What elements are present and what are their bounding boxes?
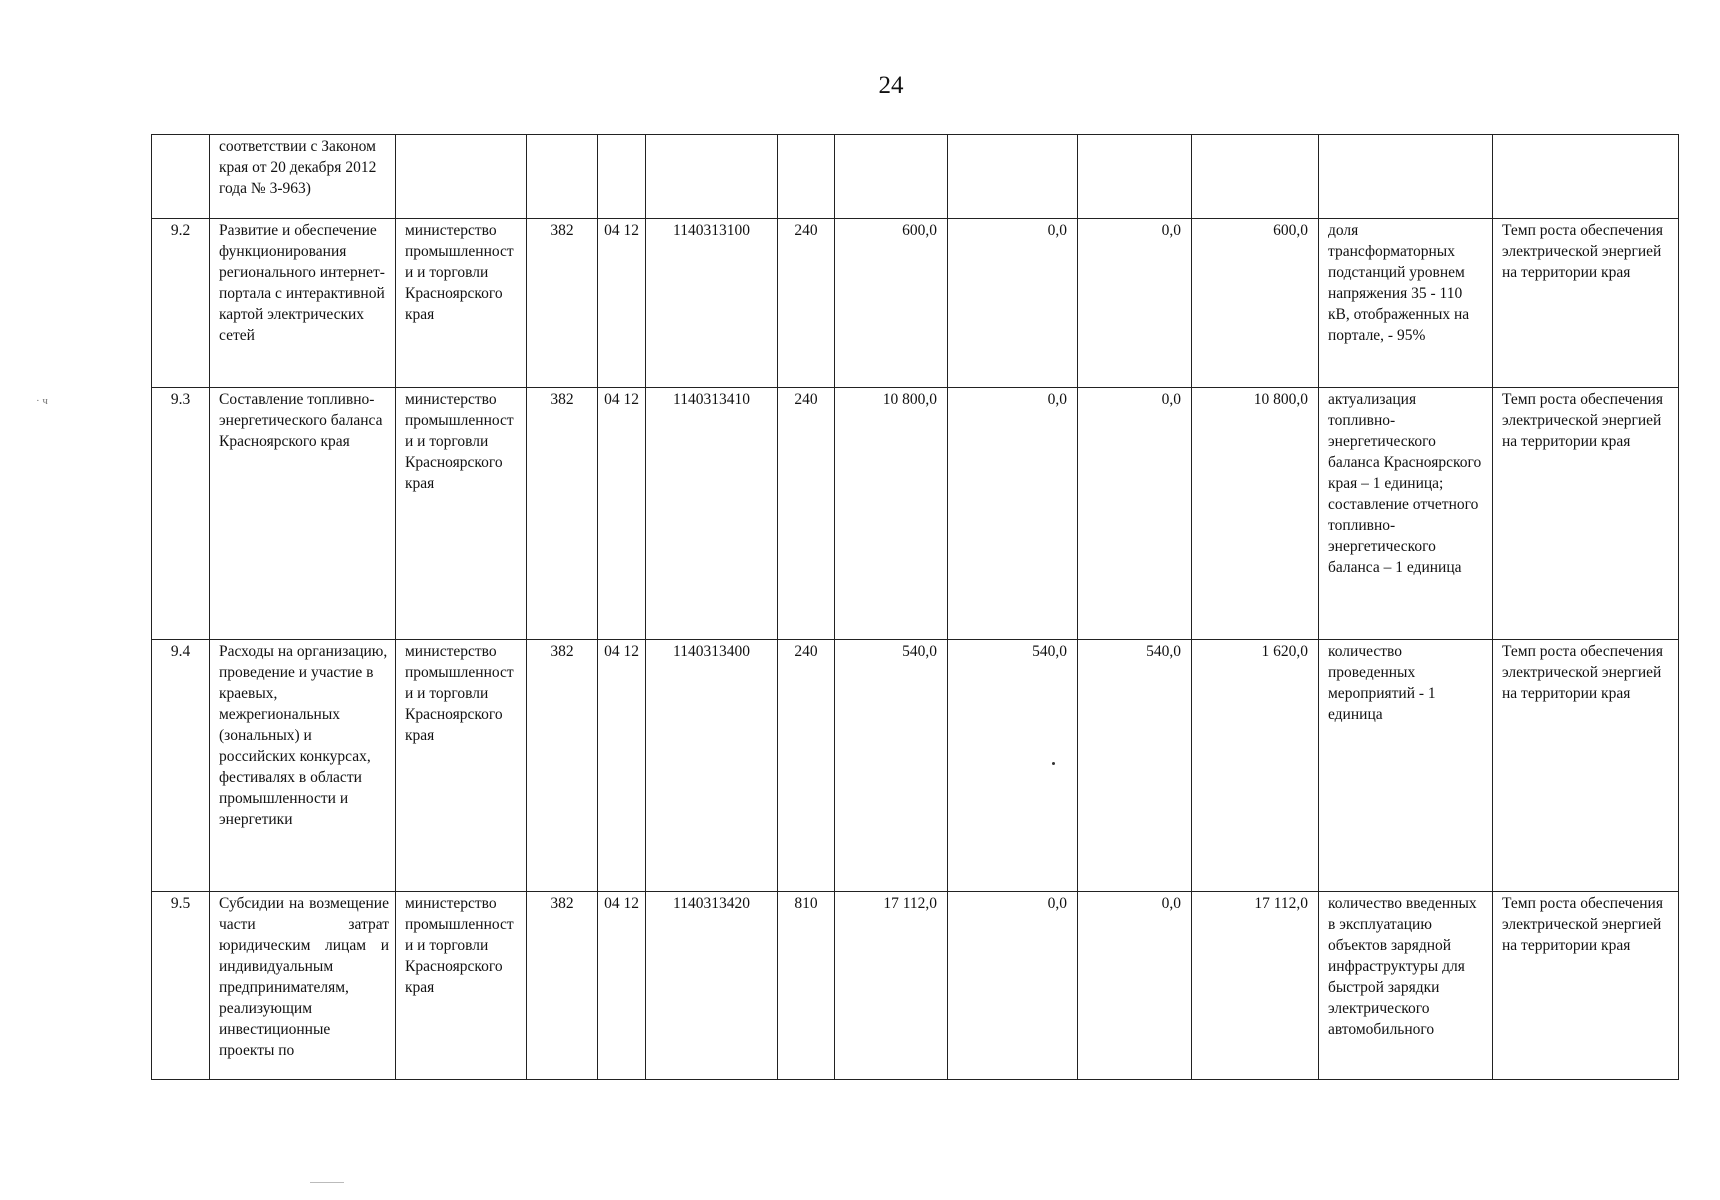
cell-num: 9.4 — [152, 640, 210, 892]
cell-grbs: 382 — [527, 388, 598, 640]
cell-rzpr — [598, 135, 646, 219]
cell-grbs: 382 — [527, 640, 598, 892]
cell-rzpr: 04 12 — [598, 640, 646, 892]
cell-year-1: 600,0 — [835, 219, 948, 388]
cell-year-2: 540,0 — [948, 640, 1078, 892]
cell-indicator — [1493, 135, 1679, 219]
cell-num: 9.3 — [152, 388, 210, 640]
table-row — [152, 219, 1679, 388]
cell-num: 9.2 — [152, 219, 210, 388]
cell-grbs: 382 — [527, 892, 598, 1080]
cell-year-2: 0,0 — [948, 892, 1078, 1080]
cell-year-3 — [1078, 135, 1192, 219]
cell-csr: 1140313410 — [646, 388, 778, 640]
table-row — [152, 388, 1679, 640]
cell-indicator: Темп роста обеспечения электрической энергией на территории края — [1493, 640, 1679, 892]
cell-vr: 240 — [778, 219, 835, 388]
cell-rzpr: 04 12 — [598, 388, 646, 640]
cell-name: Развитие и обеспечение функционирования регионального интернет-портала с интерактивной картой электрических сетей — [210, 219, 396, 388]
cell-year-1: 10 800,0 — [835, 388, 948, 640]
cell-vr: 240 — [778, 388, 835, 640]
cell-num: 9.5 — [152, 892, 210, 1080]
cell-year-3: 0,0 — [1078, 892, 1192, 1080]
program-activities-table — [151, 134, 1679, 1080]
cell-name: соответствии с Законом края от 20 декабря 2012 года № 3-963) — [210, 135, 396, 219]
cell-csr — [646, 135, 778, 219]
cell-year-1 — [835, 135, 948, 219]
cell-executor: министерство промышленности и торговли Красноярского края — [396, 388, 527, 640]
cell-indicator: Темп роста обеспечения электрической энергией на территории края — [1493, 219, 1679, 388]
cell-year-2: 0,0 — [948, 219, 1078, 388]
cell-name: Составление топливно-энергетического баланса Красноярского края — [210, 388, 396, 640]
cell-result: актуализация топливно-энергетического баланса Красноярского края – 1 единица; составление отчетного топливно-энергетического баланса – 1 единица — [1319, 388, 1493, 640]
cell-csr: 1140313400 — [646, 640, 778, 892]
cell-rzpr: 04 12 — [598, 219, 646, 388]
cell-year-2: 0,0 — [948, 388, 1078, 640]
cell-result: доля трансформаторных подстанций уровнем напряжения 35 - 110 кВ, отображенных на портале, - 95% — [1319, 219, 1493, 388]
cell-executor: министерство промышленности и торговли Красноярского края — [396, 892, 527, 1080]
cell-executor: министерство промышленности и торговли Красноярского края — [396, 219, 527, 388]
margin-mark: · ч — [36, 395, 48, 407]
cell-num — [152, 135, 210, 219]
cell-total: 10 800,0 — [1192, 388, 1319, 640]
cell-csr: 1140313420 — [646, 892, 778, 1080]
cell-total: 1 620,0 — [1192, 640, 1319, 892]
cell-year-1: 540,0 — [835, 640, 948, 892]
cell-executor: министерство промышленности и торговли Красноярского края — [396, 640, 527, 892]
cell-name: Субсидии на возмещение части затрат юридическим лицам и индивидуальным предпринимателям, реализующим инвестиционные проекты по — [210, 892, 396, 1080]
cell-executor — [396, 135, 527, 219]
cell-year-3: 540,0 — [1078, 640, 1192, 892]
cell-result: количество введенных в эксплуатацию объектов зарядной инфраструктуры для быстрой зарядки электрического автомобильного — [1319, 892, 1493, 1080]
cell-result — [1319, 135, 1493, 219]
table-row — [152, 892, 1679, 1080]
cell-vr — [778, 135, 835, 219]
cell-indicator: Темп роста обеспечения электрической энергией на территории края — [1493, 892, 1679, 1080]
cell-indicator: Темп роста обеспечения электрической энергией на территории края — [1493, 388, 1679, 640]
scan-artifact — [310, 1182, 344, 1183]
cell-total: 17 112,0 — [1192, 892, 1319, 1080]
table-row — [152, 135, 1679, 219]
cell-vr: 240 — [778, 640, 835, 892]
cell-csr: 1140313100 — [646, 219, 778, 388]
cell-result: количество проведенных мероприятий - 1 единица — [1319, 640, 1493, 892]
cell-rzpr: 04 12 — [598, 892, 646, 1080]
cell-total — [1192, 135, 1319, 219]
cell-year-2 — [948, 135, 1078, 219]
cell-year-1: 17 112,0 — [835, 892, 948, 1080]
cell-year-3: 0,0 — [1078, 219, 1192, 388]
page-number: 24 — [878, 72, 904, 99]
table-row — [152, 640, 1679, 892]
cell-grbs: 382 — [527, 219, 598, 388]
cell-name: Расходы на организацию, проведение и участие в краевых, межрегиональных (зональных) и российских конкурсах, фестивалях в области промышленности и энергетики — [210, 640, 396, 892]
cell-total: 600,0 — [1192, 219, 1319, 388]
cell-vr: 810 — [778, 892, 835, 1080]
cell-grbs — [527, 135, 598, 219]
cell-year-3: 0,0 — [1078, 388, 1192, 640]
